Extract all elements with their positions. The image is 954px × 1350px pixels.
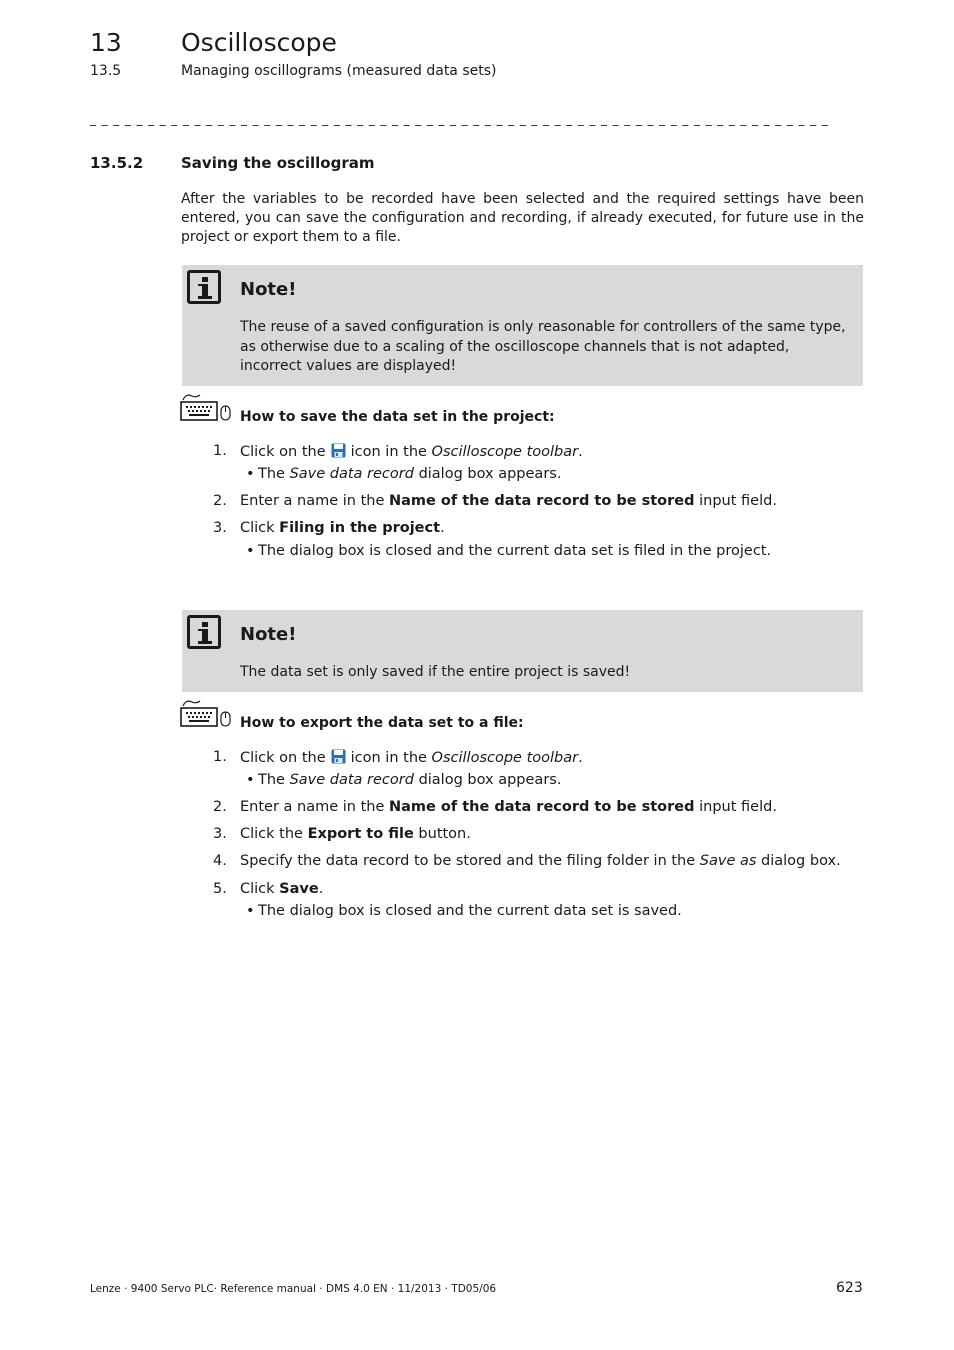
subsection-title: Saving the oscillogram <box>181 154 375 172</box>
footer-doc-info: Lenze · 9400 Servo PLC· Reference manual · DMS 4.0 EN · 11/2013 · TD05/06 <box>90 1283 497 1295</box>
chapter-title: Oscilloscope <box>181 28 337 57</box>
section-number: 13.5 <box>90 63 122 79</box>
note-box <box>182 610 863 692</box>
info-icon <box>187 615 221 649</box>
note-title: Note! <box>240 624 297 645</box>
intro-paragraph: After the variables to be recorded have been selected and the required settings have been entered, you can save the configuration and recording, if already executed, for future use in the project or export them to a file. <box>181 191 864 245</box>
keyboard-mouse-icon <box>180 393 232 423</box>
howto-heading-project: How to save the data set in the project: <box>240 409 555 425</box>
note-text: The data set is only saved if the entire project is saved! <box>240 664 631 680</box>
note-title: Note! <box>240 279 297 300</box>
note-text: The reuse of a saved configuration is only reasonable for controllers of the same type, as otherwise due to a scaling of the oscilloscope channels that is not adapted, incorrect values are displayed! <box>240 319 846 374</box>
page-number: 623 <box>836 1280 863 1296</box>
chapter-number: 13 <box>90 28 122 57</box>
note-box <box>182 265 863 386</box>
subsection-number: 13.5.2 <box>90 154 144 172</box>
info-icon <box>187 270 221 304</box>
floppy-disk-icon[interactable] <box>331 443 346 458</box>
header-rule: _ _ _ _ _ _ _ _ _ _ _ _ _ _ _ _ _ _ _ _ _ _ _ _ _ _ _ _ _ _ _ _ _ _ _ _ _ _ _ _ _ _ _ _ _ _ _ _ _ _ _ _ _ _ _ _ _ _ _ _ _ _ _ _ <box>90 112 829 126</box>
keyboard-mouse-icon <box>180 699 232 729</box>
howto-heading-export: How to export the data set to a file: <box>240 715 524 731</box>
floppy-disk-icon[interactable] <box>331 749 346 764</box>
section-title: Managing oscillograms (measured data sets) <box>181 63 497 79</box>
